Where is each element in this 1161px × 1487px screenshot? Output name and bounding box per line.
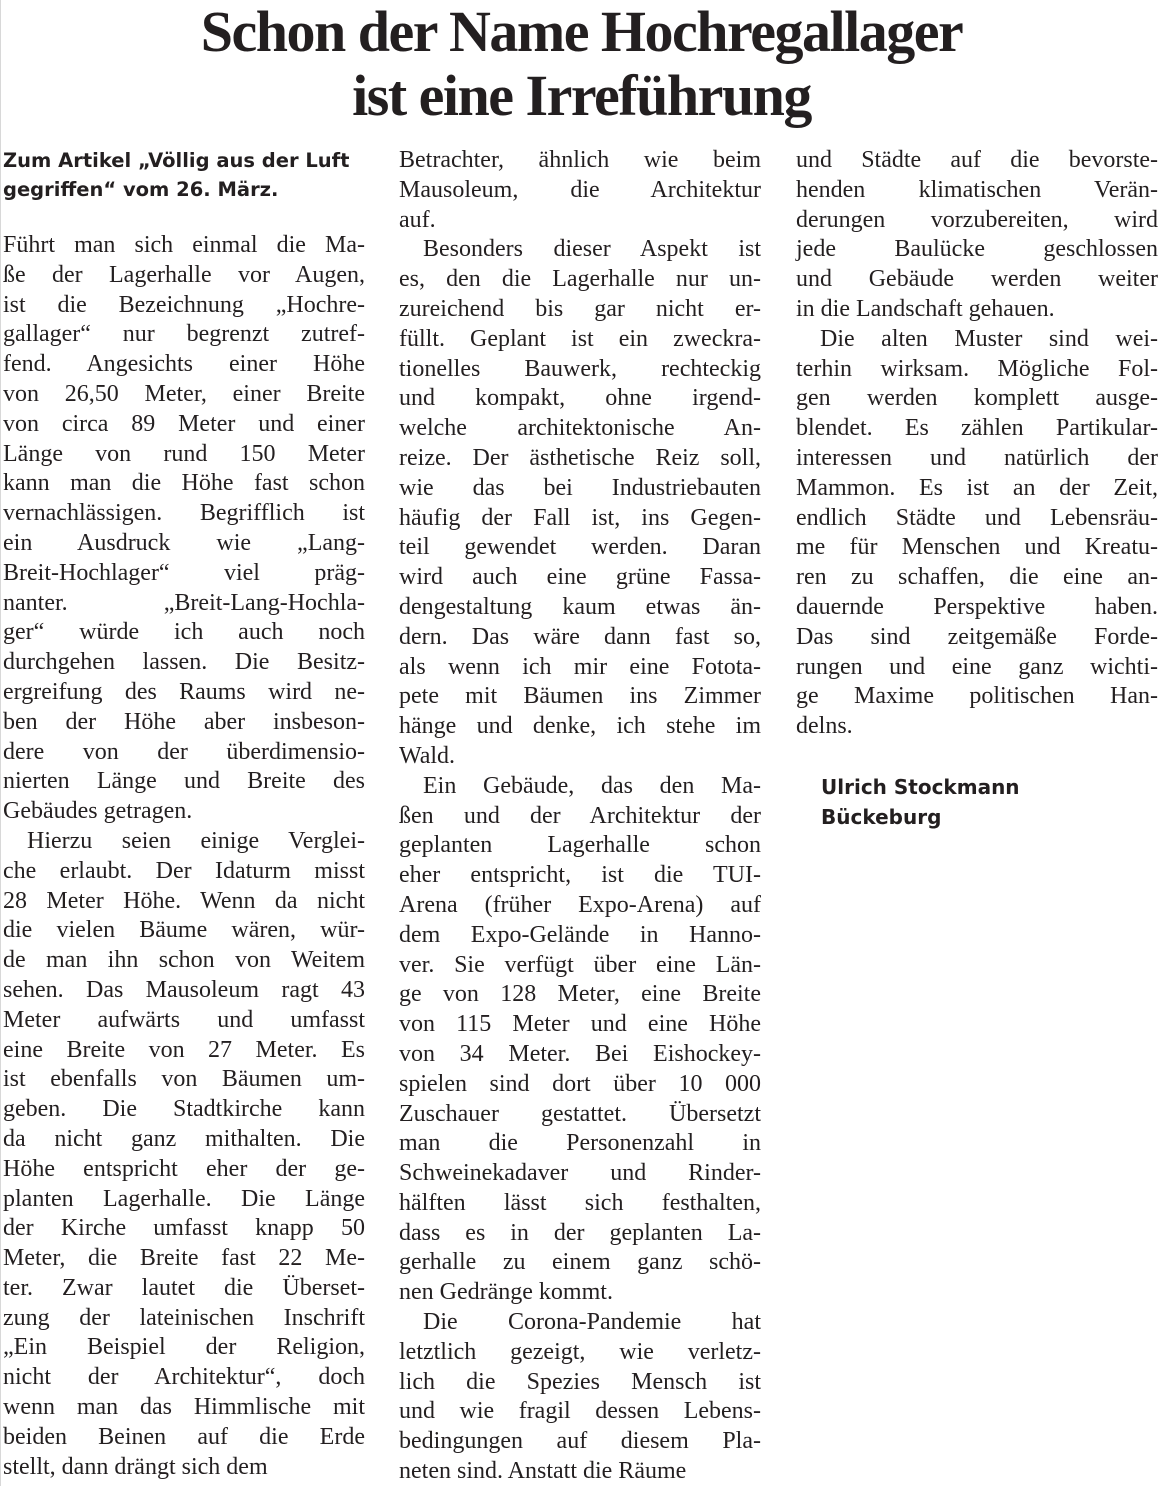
text-line: und Gebäude werden weiter [796,266,1158,293]
text-line: che erlaubt. Der Idaturm misst [3,857,365,884]
text-line: kann man die Höhe fast schon [3,470,365,497]
text-line: Betrachter, ähnlich wie beim [399,147,761,173]
author-name: Ulrich Stockmann [821,775,1020,799]
text-line: eine Breite von 27 Meter. Es [3,1036,365,1063]
text-line: nen Gedränge kommt. [399,1279,613,1306]
text-line: gerhalle zu einem ganz schö- [399,1249,761,1276]
text-line: Schweinekadaver und Rinder- [399,1160,761,1187]
text-line: me für Menschen und Kreatu- [796,534,1158,561]
text-line: zureichend bis gar nicht er- [399,295,761,322]
text-line: Das sind zeitgemäße Forde- [796,623,1158,650]
text-line: von circa 89 Meter und einer [3,410,365,437]
text-line: ist ebenfalls von Bäumen um- [3,1066,365,1093]
article-column-2 [399,146,761,1487]
text-line: reize. Der ästhetische Reiz soll, [399,444,761,471]
text-line: Ein Gebäude, das den Ma- [423,772,761,799]
text-line: hälften lässt sich festhalten, [399,1189,761,1216]
text-line: in die Landschaft gehauen. [796,295,1055,322]
text-line: von 34 Meter. Bei Eishockey- [399,1040,761,1067]
text-line: ben der Höhe aber insbeson- [3,708,365,735]
article-headline [1,0,1161,128]
text-line: gen werden komplett ausge- [796,385,1158,412]
text-line: interessen und natürlich der [796,444,1158,471]
text-line: Mammon. Es ist an der Zeit, [796,474,1158,501]
text-line: dengestaltung kaum etwas än- [399,593,761,620]
text-line: welche architektonische An- [399,415,761,442]
text-line: Die alten Muster sind wei- [820,325,1158,352]
text-line: geplanten Lagerhalle schon [399,832,761,859]
text-line: häufig der Fall ist, ins Gegen- [399,504,761,531]
text-line: zung der lateinischen Inschrift [3,1304,365,1331]
text-line: „Ein Beispiel der Religion, [3,1334,365,1361]
text-line: ße der Lagerhalle vor Augen, [3,261,365,288]
text-line: tionelles Bauwerk, rechteckig [399,355,761,382]
text-line: ger“ würde ich auch noch [3,619,365,646]
reference-line-2: gegriffen“ vom 26. März. [3,178,279,201]
text-line: geben. Die Stadtkirche kann [3,1096,365,1123]
text-line: wird auch eine grüne Fassa- [399,564,761,591]
text-line: blendet. Es zählen Partikular- [796,415,1158,442]
text-line: ist die Bezeichnung „Hochre- [3,291,365,318]
text-line: Länge von rund 150 Meter [3,440,365,467]
text-line: beiden Beinen auf die Erde [3,1423,365,1450]
text-line: letztlich gezeigt, wie verletz- [399,1338,761,1365]
text-line: vernachlässigen. Begrifflich ist [3,500,365,527]
text-line: man die Personenzahl in [399,1130,761,1157]
text-line: spielen sind dort über 10 000 [399,1070,761,1097]
text-line: Zuschauer gestattet. Übersetzt [399,1100,761,1127]
text-line: auf. [399,206,436,233]
text-line: es, den die Lagerhalle nur un- [399,266,761,293]
text-line: delns. [796,713,853,740]
author-signature [821,772,1020,832]
text-line: durchgehen lassen. Die Besitz- [3,649,365,676]
text-line: dern. Das wäre dann fast so, [399,623,761,650]
article-column-3 [796,146,1158,742]
text-line: von 115 Meter und eine Höhe [399,1011,761,1038]
text-line: bedingungen auf diesem Pla- [399,1428,761,1455]
text-line: ver. Sie verfügt über eine Län- [399,951,761,978]
text-line: sehen. Das Mausoleum ragt 43 [3,976,365,1003]
text-line: ge Maxime politischen Han- [796,683,1158,710]
text-line: endlich Städte und Lebensräu- [796,504,1158,531]
text-line: stellt, dann drängt sich dem [3,1453,268,1480]
column-2-body [399,146,761,1487]
text-line: henden klimatischen Verän- [796,176,1158,203]
text-line: derungen vorzubereiten, wird [796,206,1158,233]
headline-line-1: Schon der Name Hochregallager [200,0,963,64]
text-line: Arena (früher Expo-Arena) auf [399,891,761,918]
text-line: Hierzu seien einige Verglei- [27,827,365,854]
text-line: Wald. [399,742,456,769]
text-line: wenn man das Himmlische mit [3,1394,365,1421]
text-line: dass es in der geplanten La- [399,1219,761,1246]
text-line: ßen und der Architektur der [399,802,761,829]
text-line: der Kirche umfasst knapp 50 [3,1215,365,1242]
text-line: und wie fragil dessen Lebens- [399,1398,761,1425]
text-line: Führt man sich einmal die Ma- [3,232,365,258]
text-line: hänge und denke, ich stehe im [399,713,761,740]
text-line: ein Ausdruck wie „Lang- [3,529,365,556]
text-line: ter. Zwar lautet die Überset- [3,1274,365,1301]
text-line: Gebäudes getragen. [3,798,193,825]
text-line: die vielen Bäume wären, wür- [3,917,365,944]
text-line: und kompakt, ohne irgend- [399,385,761,412]
text-line: lich die Spezies Mensch ist [399,1368,761,1395]
text-line: Meter aufwärts und umfasst [3,1006,365,1033]
column-1-body [3,231,365,1482]
text-line: de man ihn schon von Weitem [3,947,365,974]
text-line: eher entspricht, ist die TUI- [399,862,761,889]
text-line: wie das bei Industriebauten [399,474,761,501]
text-line: fend. Angesichts einer Höhe [3,351,365,378]
text-line: dem Expo-Gelände in Hanno- [399,921,761,948]
column-3-body [796,146,1158,742]
text-line: pete mit Bäumen ins Zimmer [399,683,761,710]
text-line: Höhe entspricht eher der ge- [3,1155,365,1182]
text-line: und Städte auf die bevorste- [796,147,1158,173]
text-line: füllt. Geplant ist ein zweckra- [399,325,761,352]
article-column-1 [3,146,365,1482]
text-line: von 26,50 Meter, einer Breite [3,380,365,407]
text-line: neten sind. Anstatt die Räume [399,1458,687,1485]
text-line: nicht der Architektur“, doch [3,1364,365,1391]
text-line: terhin wirksam. Mögliche Fol- [796,355,1158,382]
text-line: ge von 128 Meter, eine Breite [399,981,761,1008]
text-line: Breit-Hochlager“ viel präg- [3,559,365,586]
text-line: dauernde Perspektive haben. [796,593,1158,620]
text-line: da nicht ganz mithalten. Die [3,1125,365,1152]
text-line: 28 Meter Höhe. Wenn da nicht [3,887,365,914]
text-line: Die Corona-Pandemie hat [423,1309,761,1336]
text-line: rungen und eine ganz wichti- [796,653,1158,680]
text-line: gallager“ nur begrenzt zutref- [3,321,365,348]
text-line: ergreifung des Raums wird ne- [3,678,365,705]
text-line: teil gewendet werden. Daran [399,534,761,561]
author-city: Bückeburg [821,805,942,829]
headline-line-2: ist eine Irreführung [352,63,811,128]
text-line: planten Lagerhalle. Die Länge [3,1185,365,1212]
text-line: als wenn ich mir eine Fotota- [399,653,761,680]
text-line: ren zu schaffen, die eine an- [796,564,1158,591]
article-reference [3,146,365,204]
text-line: Besonders dieser Aspekt ist [423,236,761,263]
text-line: nierten Länge und Breite des [3,768,365,795]
text-line: dere von der überdimensio- [3,738,365,765]
text-line: Mausoleum, die Architektur [399,176,761,203]
text-line: Meter, die Breite fast 22 Me- [3,1245,365,1272]
text-line: jede Baulücke geschlossen [796,236,1158,263]
text-line: nanter. „Breit-Lang-Hochla- [3,589,365,616]
reference-line-1: Zum Artikel „Völlig aus der Luft [3,149,350,172]
